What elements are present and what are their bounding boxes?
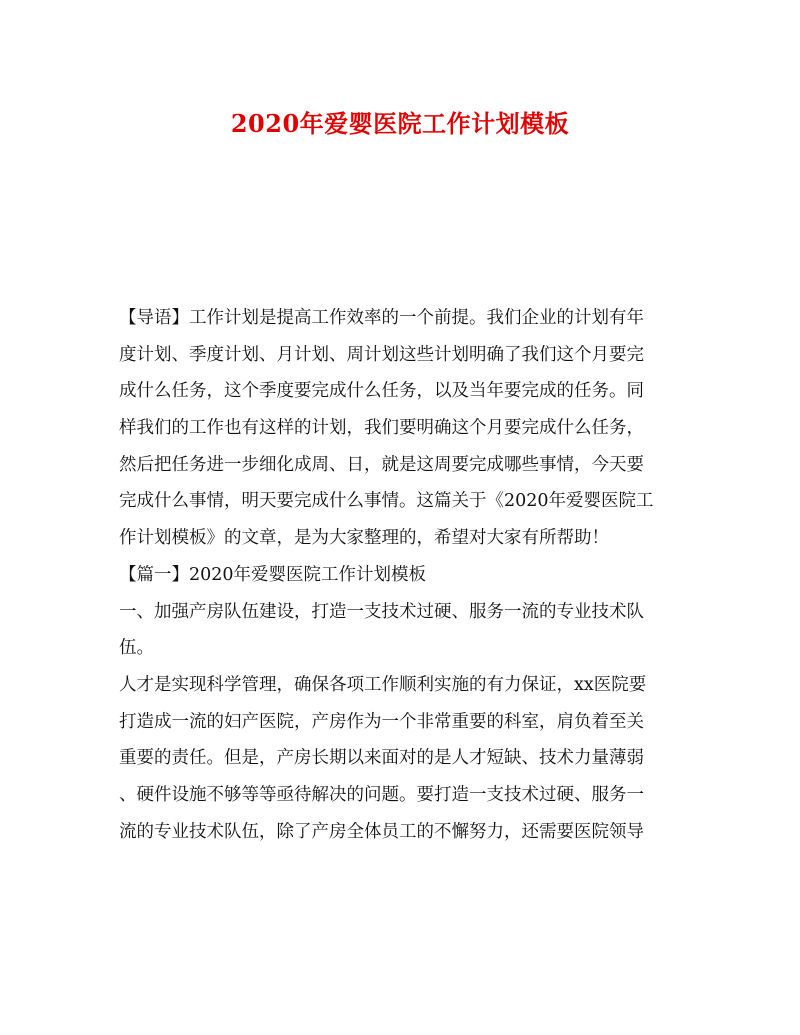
body-line: 然后把任务进一步细化成周、日，就是这周要完成哪些事情，今天要 bbox=[119, 454, 644, 475]
body-line: 完成什么事情，明天要完成什么事情。这篇关于《2020年爱婴医院工 bbox=[119, 491, 654, 512]
body-line: 、硬件设施不够等等亟待解决的问题。要打造一支技术过硬、服务一 bbox=[119, 784, 644, 805]
body-line: 伍。 bbox=[119, 638, 154, 659]
document-body bbox=[119, 300, 679, 850]
body-line: 流的专业技术队伍，除了产房全体员工的不懈努力，还需要医院领导 bbox=[119, 821, 644, 842]
body-line: 成什么任务，这个季度要完成什么任务，以及当年要完成的任务。同 bbox=[119, 381, 644, 402]
body-line: 度计划、季度计划、月计划、周计划这些计划明确了我们这个月要完 bbox=[119, 344, 644, 365]
body-line: 【导语】工作计划是提高工作效率的一个前提。我们企业的计划有年 bbox=[119, 308, 644, 328]
body-line: 样我们的工作也有这样的计划，我们要明确这个月要完成什么任务， bbox=[119, 418, 644, 439]
body-line: 重要的责任。但是，产房长期以来面对的是人才短缺、技术力量薄弱 bbox=[119, 748, 644, 769]
body-line: 作计划模板》的文章，是为大家整理的，希望对大家有所帮助！ bbox=[119, 528, 609, 549]
body-line: 一、加强产房队伍建设，打造一支技术过硬、服务一流的专业技术队 bbox=[119, 601, 644, 622]
section-heading: 【篇一】2020年爱婴医院工作计划模板 bbox=[119, 564, 427, 585]
document-title: 2020年爱婴医院工作计划模板 bbox=[230, 109, 570, 138]
body-line: 人才是实现科学管理，确保各项工作顺利实施的有力保证，xx医院要 bbox=[119, 674, 647, 695]
body-line: 打造成一流的妇产医院，产房作为一个非常重要的科室，肩负着至关 bbox=[119, 711, 644, 732]
